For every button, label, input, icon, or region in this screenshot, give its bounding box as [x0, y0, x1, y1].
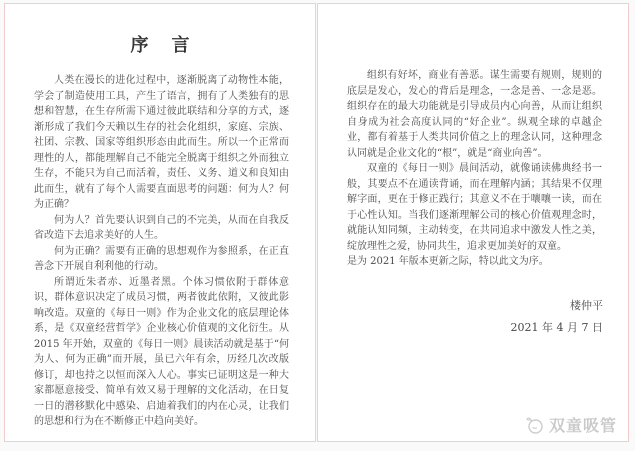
- paragraph: 何为正确？需要有正确的思想观作为参照系，在正直善念下开展自利利他的行动。: [34, 245, 289, 272]
- right-page-body: [318, 68, 628, 270]
- signature-date: 2021 年 4 月 7 日: [510, 320, 603, 334]
- page-left: [4, 3, 316, 442]
- paragraph: 所谓近朱者赤、近墨者黑。个体习惯依附于群体意识，群体意识决定了成员习惯，两者彼此依附，又彼此影响改造。双童的《每日一则》作为企业文化的底层理论体系，是《双童经营哲学》企业核心价值观的文化衍生。从 2015 年开始，双童的《每日一则》晨读活动就是基于“何为人、何为正确”而开展，虽已六年有余，历经几次改版修订，却也持之以恒而深入人心。事实已证明这是一种大家都愿意接受、简单有效又易于理解的文化活动，在日复一日的潜移默化中感染、启迪着我们的内在心灵，让我们的思想和行为在不断修正中趋向美好。: [34, 276, 289, 427]
- author-signature: 楼仲平: [570, 298, 603, 312]
- page-right: [317, 3, 629, 442]
- watermark: [525, 413, 617, 436]
- paragraph: 人类在漫长的进化过程中，逐渐脱离了动物性本能，学会了制造使用工具，产生了语言，拥有了人类独有的思想和智慧，在生存所需下通过彼此联结和分享的方式，逐渐形成了我们今天赖以生存的社会化组织，家庭、宗族、社团、宗教、国家等组织形态由此而生。所以一个正常而理性的人，都能理解自己不能完全脱离于组织之外而独立生存，不能只为自己而活着，责任、义务、道义和良知由此而生，就有了每个人需要直面思考的问题：何为人？何为正确？: [34, 75, 289, 210]
- watermark-label: 双童吸管: [548, 418, 617, 435]
- mascot-icon: [525, 415, 545, 435]
- paragraph: 双童的《每日一则》晨间活动，就像诵读佛典经书一般，其要点不在通读背诵，而在理解内涵；其结果不仅理解字面，更在于修正践行；其意义不在于嚷嚷一读，而在于心性认知。当我们逐渐理解公司的核心价值观理念时，就能认知同频，主动转变，在共同追求中激发人性之美，绽放理性之爱，协同共生，追求更加美好的双童。: [347, 163, 602, 252]
- page-title: 序 言: [130, 35, 199, 55]
- left-page-body: [5, 73, 315, 430]
- signature-block: [318, 298, 603, 335]
- paragraph: 组织有好坏，商业有善恶。谋生需要有规则，规则的底层是发心，发心的背后是理念，一念是善、一念是恶。组织存在的最大功能就是引导成员内心向善，从而让组织自身成为社会高度认同的“好企业”。纵观全球的卓越企业，都有着基于人类共同价值之上的理念认同，这种理念认同就是企业文化的“根”，就是“商业向善”。: [347, 70, 602, 159]
- closing-line: 是为 2021 年版本更新之际，特以此文为序。: [347, 256, 549, 267]
- paragraph: 何为人？首先要认识到自己的不完美，从而在自我反省改造下去追求美好的人生。: [34, 214, 289, 241]
